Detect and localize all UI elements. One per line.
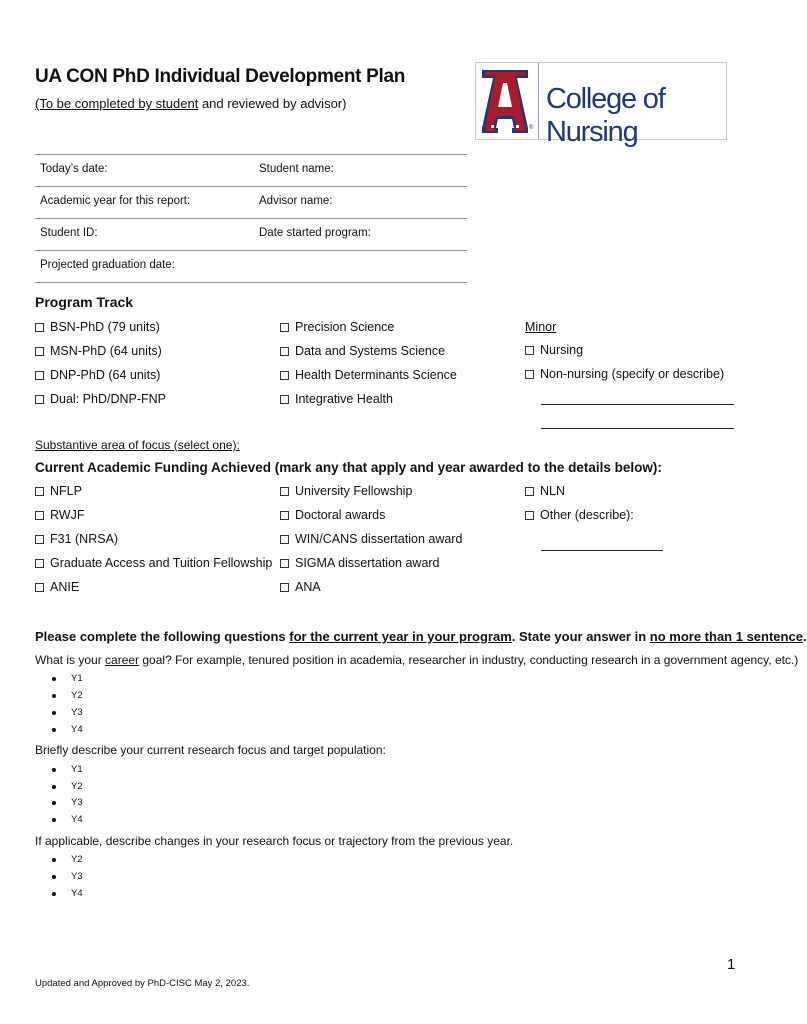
funding-doctoral-awards[interactable] xyxy=(280,508,385,522)
footer-note: Updated and Approved by PhD-CISC May 2, 2023. xyxy=(35,978,250,989)
college-logo xyxy=(475,62,727,148)
bullet-label: Y3 xyxy=(71,797,83,808)
bullet-label: Y2 xyxy=(71,854,83,865)
list-item[interactable] xyxy=(52,764,83,775)
funding-anie[interactable] xyxy=(35,580,79,594)
minor-specify-line[interactable] xyxy=(541,404,734,405)
checkbox[interactable] xyxy=(280,371,289,380)
checkbox[interactable] xyxy=(35,395,44,404)
checkbox[interactable] xyxy=(280,535,289,544)
funding-label: F31 (NRSA) xyxy=(50,532,119,546)
minor-specify-line[interactable] xyxy=(541,428,734,429)
checkbox[interactable] xyxy=(280,583,289,592)
list-item[interactable] xyxy=(52,707,83,718)
checkbox[interactable] xyxy=(280,511,289,520)
bullet-label: Y1 xyxy=(71,673,83,684)
track-bsn-phd[interactable] xyxy=(35,320,160,334)
checkbox[interactable] xyxy=(35,535,44,544)
bullet-label: Y4 xyxy=(71,724,83,735)
program-track-heading: Program Track xyxy=(35,294,134,310)
info-row xyxy=(35,186,467,218)
funding-label: Graduate Access and Tuition Fellowship xyxy=(50,556,273,570)
instr-part: for the current year in your program xyxy=(289,629,512,644)
checkbox[interactable] xyxy=(280,487,289,496)
list-item[interactable] xyxy=(52,673,83,684)
track-dual[interactable] xyxy=(35,392,166,406)
date-started-label: Date started program: xyxy=(259,227,371,239)
track-label: BSN-PhD (79 units) xyxy=(50,320,160,334)
area-data-systems[interactable] xyxy=(280,344,445,358)
focus-area-label: Substantive area of focus (select one): xyxy=(35,438,240,452)
checkbox[interactable] xyxy=(35,347,44,356)
track-msn-phd[interactable] xyxy=(35,344,162,358)
page-number: 1 xyxy=(727,956,736,973)
funding-sigma[interactable] xyxy=(280,556,440,570)
checkbox[interactable] xyxy=(525,370,534,379)
funding-ana[interactable] xyxy=(280,580,321,594)
funding-label: University Fellowship xyxy=(295,484,413,498)
question-research-changes: If applicable, describe changes in your research focus or trajectory from the previous year. xyxy=(35,834,514,848)
checkbox[interactable] xyxy=(280,395,289,404)
list-item[interactable] xyxy=(52,888,83,899)
logo-text: College of Nursing xyxy=(546,83,665,148)
instr-part: . State your answer in xyxy=(511,629,650,644)
list-item[interactable] xyxy=(52,781,83,792)
area-label: Integrative Health xyxy=(295,392,393,406)
minor-nursing[interactable] xyxy=(525,343,583,357)
university-a-logo-icon xyxy=(480,67,530,135)
list-item[interactable] xyxy=(52,690,83,701)
checkbox[interactable] xyxy=(35,511,44,520)
question-text: What is your xyxy=(35,653,106,667)
area-precision-science[interactable] xyxy=(280,320,394,334)
funding-f31[interactable] xyxy=(35,532,118,546)
bullet-label: Y2 xyxy=(71,781,83,792)
list-item[interactable] xyxy=(52,871,83,882)
funding-win-cans[interactable] xyxy=(280,532,462,546)
funding-label: NLN xyxy=(540,484,566,498)
funding-label: Other (describe): xyxy=(540,508,634,522)
bullet-label: Y4 xyxy=(71,888,83,899)
question-text: goal? For example, tenured position in academia, researcher in industry, conducting research in a government agency, etc.) xyxy=(139,653,799,667)
area-integrative-health[interactable] xyxy=(280,392,393,406)
funding-label: NFLP xyxy=(50,484,82,498)
funding-label: ANIE xyxy=(50,580,80,594)
funding-label: SIGMA dissertation award xyxy=(295,556,440,570)
area-health-determinants[interactable] xyxy=(280,368,457,382)
funding-heading: Current Academic Funding Achieved (mark any that apply and year awarded to the details below): xyxy=(35,460,662,475)
logo-registered-mark: ® xyxy=(529,125,534,131)
graduation-date-label: Projected graduation date: xyxy=(40,259,175,271)
checkbox[interactable] xyxy=(35,323,44,332)
student-id-label: Student ID: xyxy=(40,227,98,239)
funding-label: WIN/CANS dissertation award xyxy=(295,532,463,546)
checkbox[interactable] xyxy=(35,583,44,592)
checkbox[interactable] xyxy=(35,371,44,380)
funding-other[interactable] xyxy=(525,508,634,522)
subtitle-underlined: (To be completed by student xyxy=(35,96,199,111)
list-item[interactable] xyxy=(52,854,83,865)
info-row xyxy=(35,154,467,186)
checkbox[interactable] xyxy=(280,559,289,568)
instr-part: . xyxy=(802,629,807,644)
info-row xyxy=(35,250,467,283)
funding-other-line[interactable] xyxy=(541,550,663,551)
bullet-label: Y1 xyxy=(71,764,83,775)
area-label: Health Determinants Science xyxy=(295,368,457,382)
bullet-label: Y3 xyxy=(71,707,83,718)
instr-part: Please complete the following questions xyxy=(35,629,290,644)
instructions xyxy=(35,629,807,644)
checkbox[interactable] xyxy=(525,487,534,496)
student-info-table xyxy=(35,154,467,283)
question-research-focus: Briefly describe your current research focus and target population: xyxy=(35,743,386,757)
academic-year-label: Academic year for this report: xyxy=(40,195,191,207)
advisor-name-label: Advisor name: xyxy=(259,195,333,207)
bullet-label: Y2 xyxy=(71,690,83,701)
document-subtitle xyxy=(35,96,346,111)
list-item[interactable] xyxy=(52,814,83,825)
todays-date-label: Today’s date: xyxy=(40,163,108,175)
area-label: Precision Science xyxy=(295,320,395,334)
funding-label: ANA xyxy=(295,580,321,594)
question-career-goal xyxy=(35,653,798,667)
student-name-label: Student name: xyxy=(259,163,334,175)
checkbox[interactable] xyxy=(35,559,44,568)
question-text-underlined: career xyxy=(105,653,140,667)
minor-non-nursing[interactable] xyxy=(525,367,724,381)
bullet-label: Y3 xyxy=(71,871,83,882)
logo-divider xyxy=(538,63,539,139)
list-item[interactable] xyxy=(52,724,83,735)
funding-nln[interactable] xyxy=(525,484,565,498)
checkbox[interactable] xyxy=(35,487,44,496)
document-title: UA CON PhD Individual Development Plan xyxy=(35,66,406,87)
funding-label: Doctoral awards xyxy=(295,508,386,522)
track-label: DNP-PhD (64 units) xyxy=(50,368,161,382)
funding-nflp[interactable] xyxy=(35,484,82,498)
area-label: Data and Systems Science xyxy=(295,344,446,358)
checkbox[interactable] xyxy=(280,323,289,332)
funding-university-fellowship[interactable] xyxy=(280,484,412,498)
funding-gatf[interactable] xyxy=(35,556,272,570)
track-dnp-phd[interactable] xyxy=(35,368,160,382)
track-label: MSN-PhD (64 units) xyxy=(50,344,162,358)
minor-label: Non-nursing (specify or describe) xyxy=(540,367,725,381)
info-row xyxy=(35,218,467,250)
bullet-label: Y4 xyxy=(71,814,83,825)
checkbox[interactable] xyxy=(525,511,534,520)
checkbox[interactable] xyxy=(525,346,534,355)
minor-heading: Minor xyxy=(525,320,557,334)
track-label: Dual: PhD/DNP-FNP xyxy=(50,392,166,406)
list-item[interactable] xyxy=(52,797,83,808)
subtitle-rest: and reviewed by advisor) xyxy=(198,96,347,111)
minor-label: Nursing xyxy=(540,343,584,357)
instr-part: no more than 1 sentence xyxy=(649,629,803,644)
funding-label: RWJF xyxy=(50,508,85,522)
funding-rwjf[interactable] xyxy=(35,508,85,522)
checkbox[interactable] xyxy=(280,347,289,356)
